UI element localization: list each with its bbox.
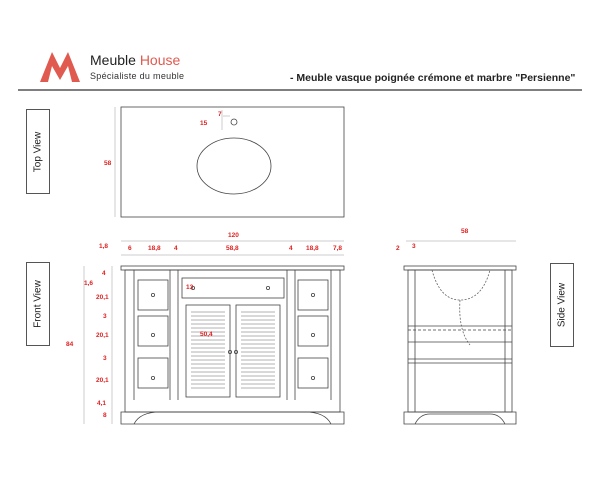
dim-drawer-left: 18,8 xyxy=(148,245,161,252)
front-view-drawing xyxy=(84,241,344,424)
dim-total-height: 84 xyxy=(66,341,74,348)
dim-top-thickness: 1,6 xyxy=(84,280,94,287)
dim-rail-2: 3 xyxy=(103,355,107,362)
brand-name-part-1: Meuble xyxy=(90,52,136,68)
dim-gap-left: 6 xyxy=(128,245,132,252)
dim-drawer-height-2: 20,1 xyxy=(96,332,109,339)
dim-rail-1: 3 xyxy=(103,313,107,320)
dim-top-depth: 58 xyxy=(104,160,112,167)
dim-top-hole-x: 7 xyxy=(218,111,222,118)
dim-side-frame: 3 xyxy=(412,243,416,250)
brand-name xyxy=(90,52,180,68)
top-view-drawing xyxy=(115,107,344,217)
dim-post-left: 4 xyxy=(174,245,178,252)
dim-top-rail: 4 xyxy=(102,270,106,277)
top-view-label-box xyxy=(26,109,50,194)
dim-drawer-right: 18,8 xyxy=(306,245,319,252)
dim-plinth: 8 xyxy=(103,412,107,419)
dim-center-drawer: 13 xyxy=(186,284,194,291)
dim-drawer-height-1: 20,1 xyxy=(96,294,109,301)
dim-total-width: 120 xyxy=(228,232,239,239)
dim-right-offset: 7,8 xyxy=(333,245,343,252)
drawing-title: - Meuble vasque poignée crémone et marbre "Persienne" xyxy=(290,72,576,84)
top-view-label: Top View xyxy=(32,131,44,172)
brand-name-part-2: House xyxy=(139,52,181,68)
brand-logo xyxy=(40,52,80,82)
dim-door-height: 50,4 xyxy=(200,331,213,338)
dim-side-depth: 58 xyxy=(461,228,469,235)
front-view-label: Front View xyxy=(32,280,44,328)
dim-drawer-height-3: 20,1 xyxy=(96,377,109,384)
side-view-label-box xyxy=(550,263,574,347)
brand-tagline: Spécialiste du meuble xyxy=(90,71,185,81)
dim-post-right: 4 xyxy=(289,245,293,252)
dim-center: 58,8 xyxy=(226,245,239,252)
dim-side-overhang: 2 xyxy=(396,245,400,252)
dim-left-offset: 1,8 xyxy=(99,243,109,250)
side-view-drawing xyxy=(404,241,516,424)
side-view-label: Side View xyxy=(556,282,568,328)
dim-top-hole-y: 15 xyxy=(200,120,208,127)
dim-bottom-rail: 4,1 xyxy=(97,400,107,407)
front-view-label-box xyxy=(26,262,50,346)
